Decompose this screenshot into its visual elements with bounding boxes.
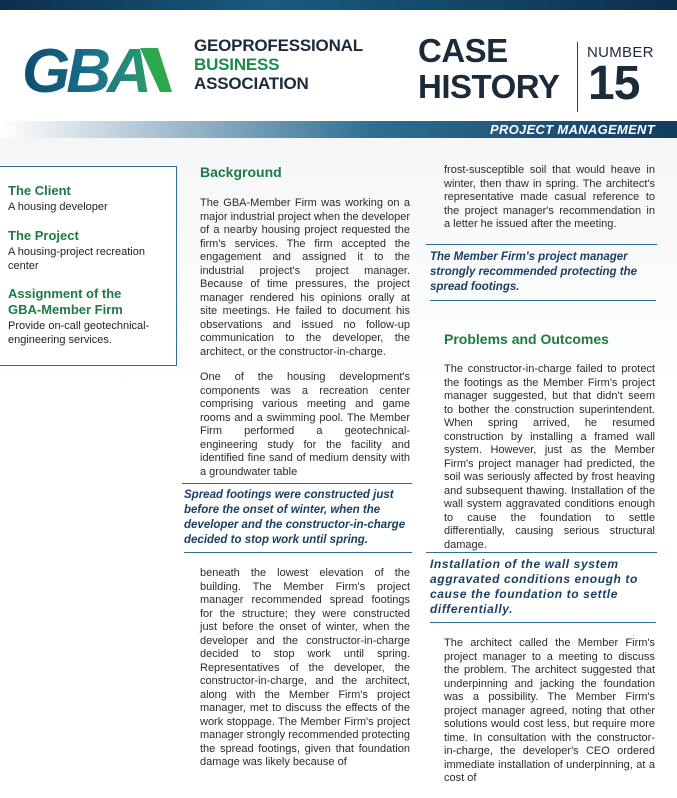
column-2-top <box>444 164 655 244</box>
project-heading: The Project <box>8 228 79 243</box>
gba-logo <box>22 38 182 102</box>
pullquote-2-rule <box>426 244 657 245</box>
pullquote-3: Installation of the wall system aggravated conditions enough to cause the foundation to settle differentially. <box>430 557 656 623</box>
project-summary-box <box>0 166 177 366</box>
assignment-heading-line-1: Assignment of the <box>8 286 122 301</box>
case-number: 15 <box>588 57 640 110</box>
pullquote-2: The Member Firm's project manager strongly recommended protecting the spread footings. <box>430 250 656 301</box>
top-color-strip <box>0 0 677 10</box>
outcomes-paragraph-1: The constructor-in-charge failed to protect the footings as the Member Firm's project manager suggested, but that didn't seem to bother the construction superintendent. When spring arrived, he resumed construction by installing a framed wall system. However, just as the Member Firm's project manager had predicted, the soil was seriously affected by frost heaving and subsequent thawing. Installation of the wall system aggravated conditions enough to cause the foundation to settle differentially, causing serious structural damage. <box>444 363 655 551</box>
background-paragraph-1: The GBA-Member Firm was working on a major industrial project when the developer of a nearby housing project requested the firm's services. The firm accepted the engagement and assigned it to the industrial project's project manager. Because of time pressures, the project manager rendered his opinions orally at site meetings. He failed to document his observations and issued no follow-up communication to the developer, the architect, or the constructor-in-charge. <box>200 197 410 358</box>
organization-name <box>194 36 363 93</box>
title-line-1: CASE <box>418 32 508 69</box>
background-heading: Background <box>200 164 282 180</box>
pullquote-1: Spread footings were constructed just before the onset of winter, when the developer and the constructor-in-charge decided to stop work until spring. <box>184 488 412 553</box>
category-label: PROJECT MANAGEMENT <box>489 122 655 137</box>
client-heading: The Client <box>8 183 71 198</box>
svg-text:GBA: GBA <box>22 38 148 102</box>
org-line-1: GEOPROFESSIONAL <box>194 36 363 55</box>
column-2-middle <box>444 363 655 564</box>
background-paragraph-3: beneath the lowest elevation of the building. The Member Firm's project manager recommended spread footings for the structure; they were constructed just before the onset of winter, when the developer and the constructor-in-charge decided to stop work until spring. Representatives of the developer, the constructor-in-charge, and the architect, along with the Member Firm's project manager, met to discuss the effects of the work stoppage. The Member Firm's project manager strongly recommended protecting the spread footings, given that foundation damage was likely because of <box>200 567 410 768</box>
category-band <box>0 121 677 138</box>
pullquote-1-rule <box>182 483 412 484</box>
column-1-bottom <box>200 567 410 782</box>
org-line-2: BUSINESS <box>194 55 280 74</box>
problems-outcomes-heading: Problems and Outcomes <box>444 331 609 347</box>
project-text: A housing-project recreation center <box>8 246 145 272</box>
case-history-title <box>418 33 559 105</box>
outcomes-paragraph-2: The architect called the Member Firm's project manager to a meeting to discuss the problem. The architect suggested that underpinning and jacking the foundation was a possibility. The Member Firm's project manager agreed, noting that other solutions would cost less, but require more time. In consultation with the constructor-in-charge, the developer's CEO ordered immediate installation of underpinning, at a cost of <box>444 637 655 784</box>
client-text: A housing developer <box>8 201 108 213</box>
masthead <box>0 10 677 122</box>
number-label: NUMBER <box>587 44 654 61</box>
title-line-2: HISTORY <box>418 68 560 105</box>
org-line-3: ASSOCIATION <box>194 74 309 93</box>
background-paragraph-2: One of the housing development's components was a recreation center comprising various meeting and game rooms and a swimming pool. The Member Firm performed a geotechnical-engineering study for the facility and identified fine sand of medium density with a groundwater table <box>200 371 410 478</box>
pullquote-3-rule <box>426 552 657 553</box>
column-2-bottom <box>444 637 655 798</box>
background-paragraph-4: frost-susceptible soil that would heave in winter, then thaw in spring. The architect's representative made casual reference to the project manager's recommendation in a letter he issued after the meeting. <box>444 164 655 230</box>
assignment-heading-line-2: GBA-Member Firm <box>8 302 123 317</box>
assignment-text: Provide on-call geotechnical-engineering services. <box>8 320 150 346</box>
header-divider <box>577 42 578 112</box>
column-1-top <box>200 197 410 491</box>
